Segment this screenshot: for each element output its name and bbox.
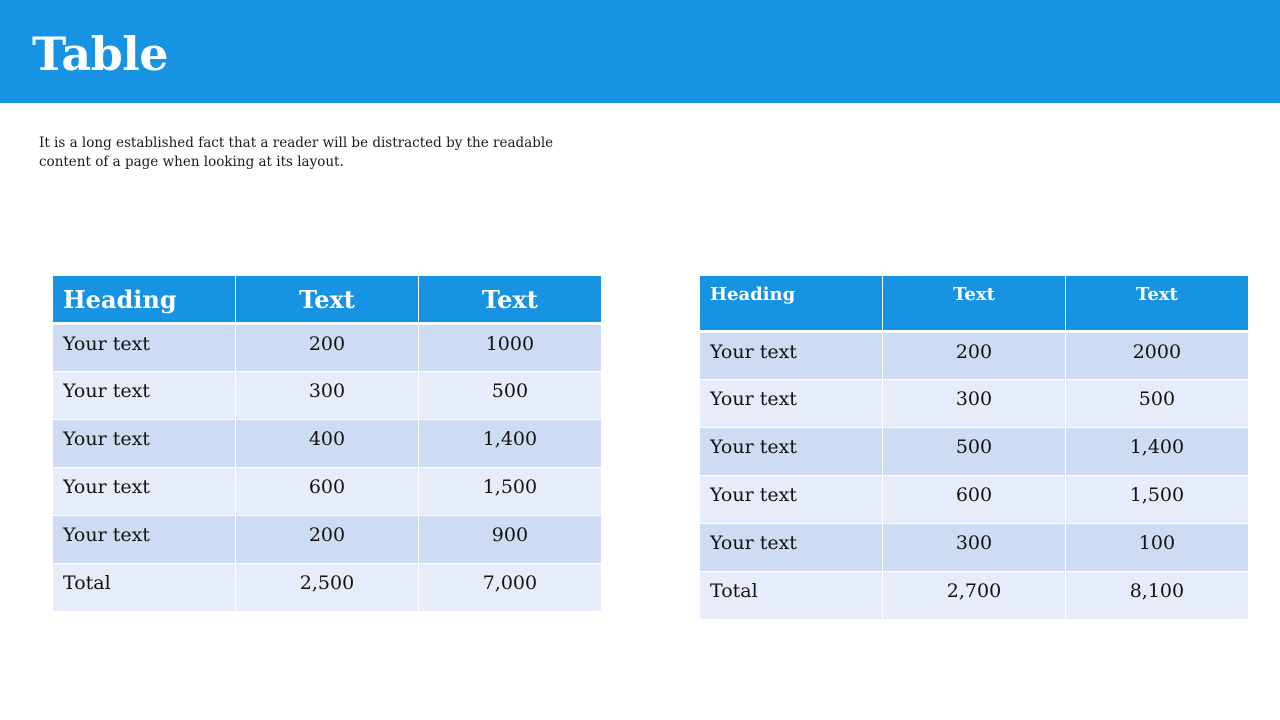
row-label-cell: Your text <box>53 516 236 564</box>
column-header: Text <box>1065 276 1248 332</box>
data-table-left <box>53 276 601 612</box>
value-cell: 200 <box>236 516 419 564</box>
table-row <box>700 332 1248 380</box>
row-label-cell: Your text <box>700 476 883 524</box>
table-total-row <box>53 564 601 612</box>
row-label-cell: Your text <box>53 468 236 516</box>
table-total-row <box>700 572 1248 620</box>
column-header: Heading <box>53 276 236 324</box>
value-cell: 600 <box>236 468 419 516</box>
value-cell: 1,500 <box>418 468 601 516</box>
row-label-cell: Your text <box>700 332 883 380</box>
column-header: Text <box>883 276 1066 332</box>
table-header-row <box>53 276 601 324</box>
table-row <box>53 372 601 420</box>
value-cell: 300 <box>236 372 419 420</box>
data-table-right <box>700 276 1248 620</box>
value-cell: 200 <box>236 324 419 372</box>
row-label-cell: Your text <box>700 524 883 572</box>
value-cell: 500 <box>418 372 601 420</box>
row-label-cell: Your text <box>53 372 236 420</box>
value-cell: 1,400 <box>418 420 601 468</box>
total-value-cell: 8,100 <box>1065 572 1248 620</box>
value-cell: 2000 <box>1065 332 1248 380</box>
row-label-cell: Your text <box>53 324 236 372</box>
total-label-cell: Total <box>53 564 236 612</box>
table-row <box>700 476 1248 524</box>
table-row <box>53 324 601 372</box>
row-label-cell: Your text <box>700 428 883 476</box>
value-cell: 500 <box>1065 380 1248 428</box>
intro-text: It is a long established fact that a reader will be distracted by the readable content of a page when looking at its layout. <box>39 135 554 170</box>
column-header: Text <box>236 276 419 324</box>
value-cell: 1,500 <box>1065 476 1248 524</box>
title-bar <box>0 0 1280 103</box>
table-row <box>53 468 601 516</box>
value-cell: 1,400 <box>1065 428 1248 476</box>
total-value-cell: 2,500 <box>236 564 419 612</box>
table-row <box>53 516 601 564</box>
value-cell: 900 <box>418 516 601 564</box>
table-row <box>700 380 1248 428</box>
row-label-cell: Your text <box>53 420 236 468</box>
value-cell: 500 <box>883 428 1066 476</box>
column-header: Heading <box>700 276 883 332</box>
table-row <box>700 428 1248 476</box>
value-cell: 400 <box>236 420 419 468</box>
table-header-row <box>700 276 1248 332</box>
value-cell: 100 <box>1065 524 1248 572</box>
column-header: Text <box>418 276 601 324</box>
total-label-cell: Total <box>700 572 883 620</box>
row-label-cell: Your text <box>700 380 883 428</box>
total-value-cell: 7,000 <box>418 564 601 612</box>
value-cell: 600 <box>883 476 1066 524</box>
value-cell: 200 <box>883 332 1066 380</box>
value-cell: 300 <box>883 380 1066 428</box>
total-value-cell: 2,700 <box>883 572 1066 620</box>
page-title: Table <box>32 27 169 81</box>
value-cell: 300 <box>883 524 1066 572</box>
table-row <box>53 420 601 468</box>
value-cell: 1000 <box>418 324 601 372</box>
table-row <box>700 524 1248 572</box>
